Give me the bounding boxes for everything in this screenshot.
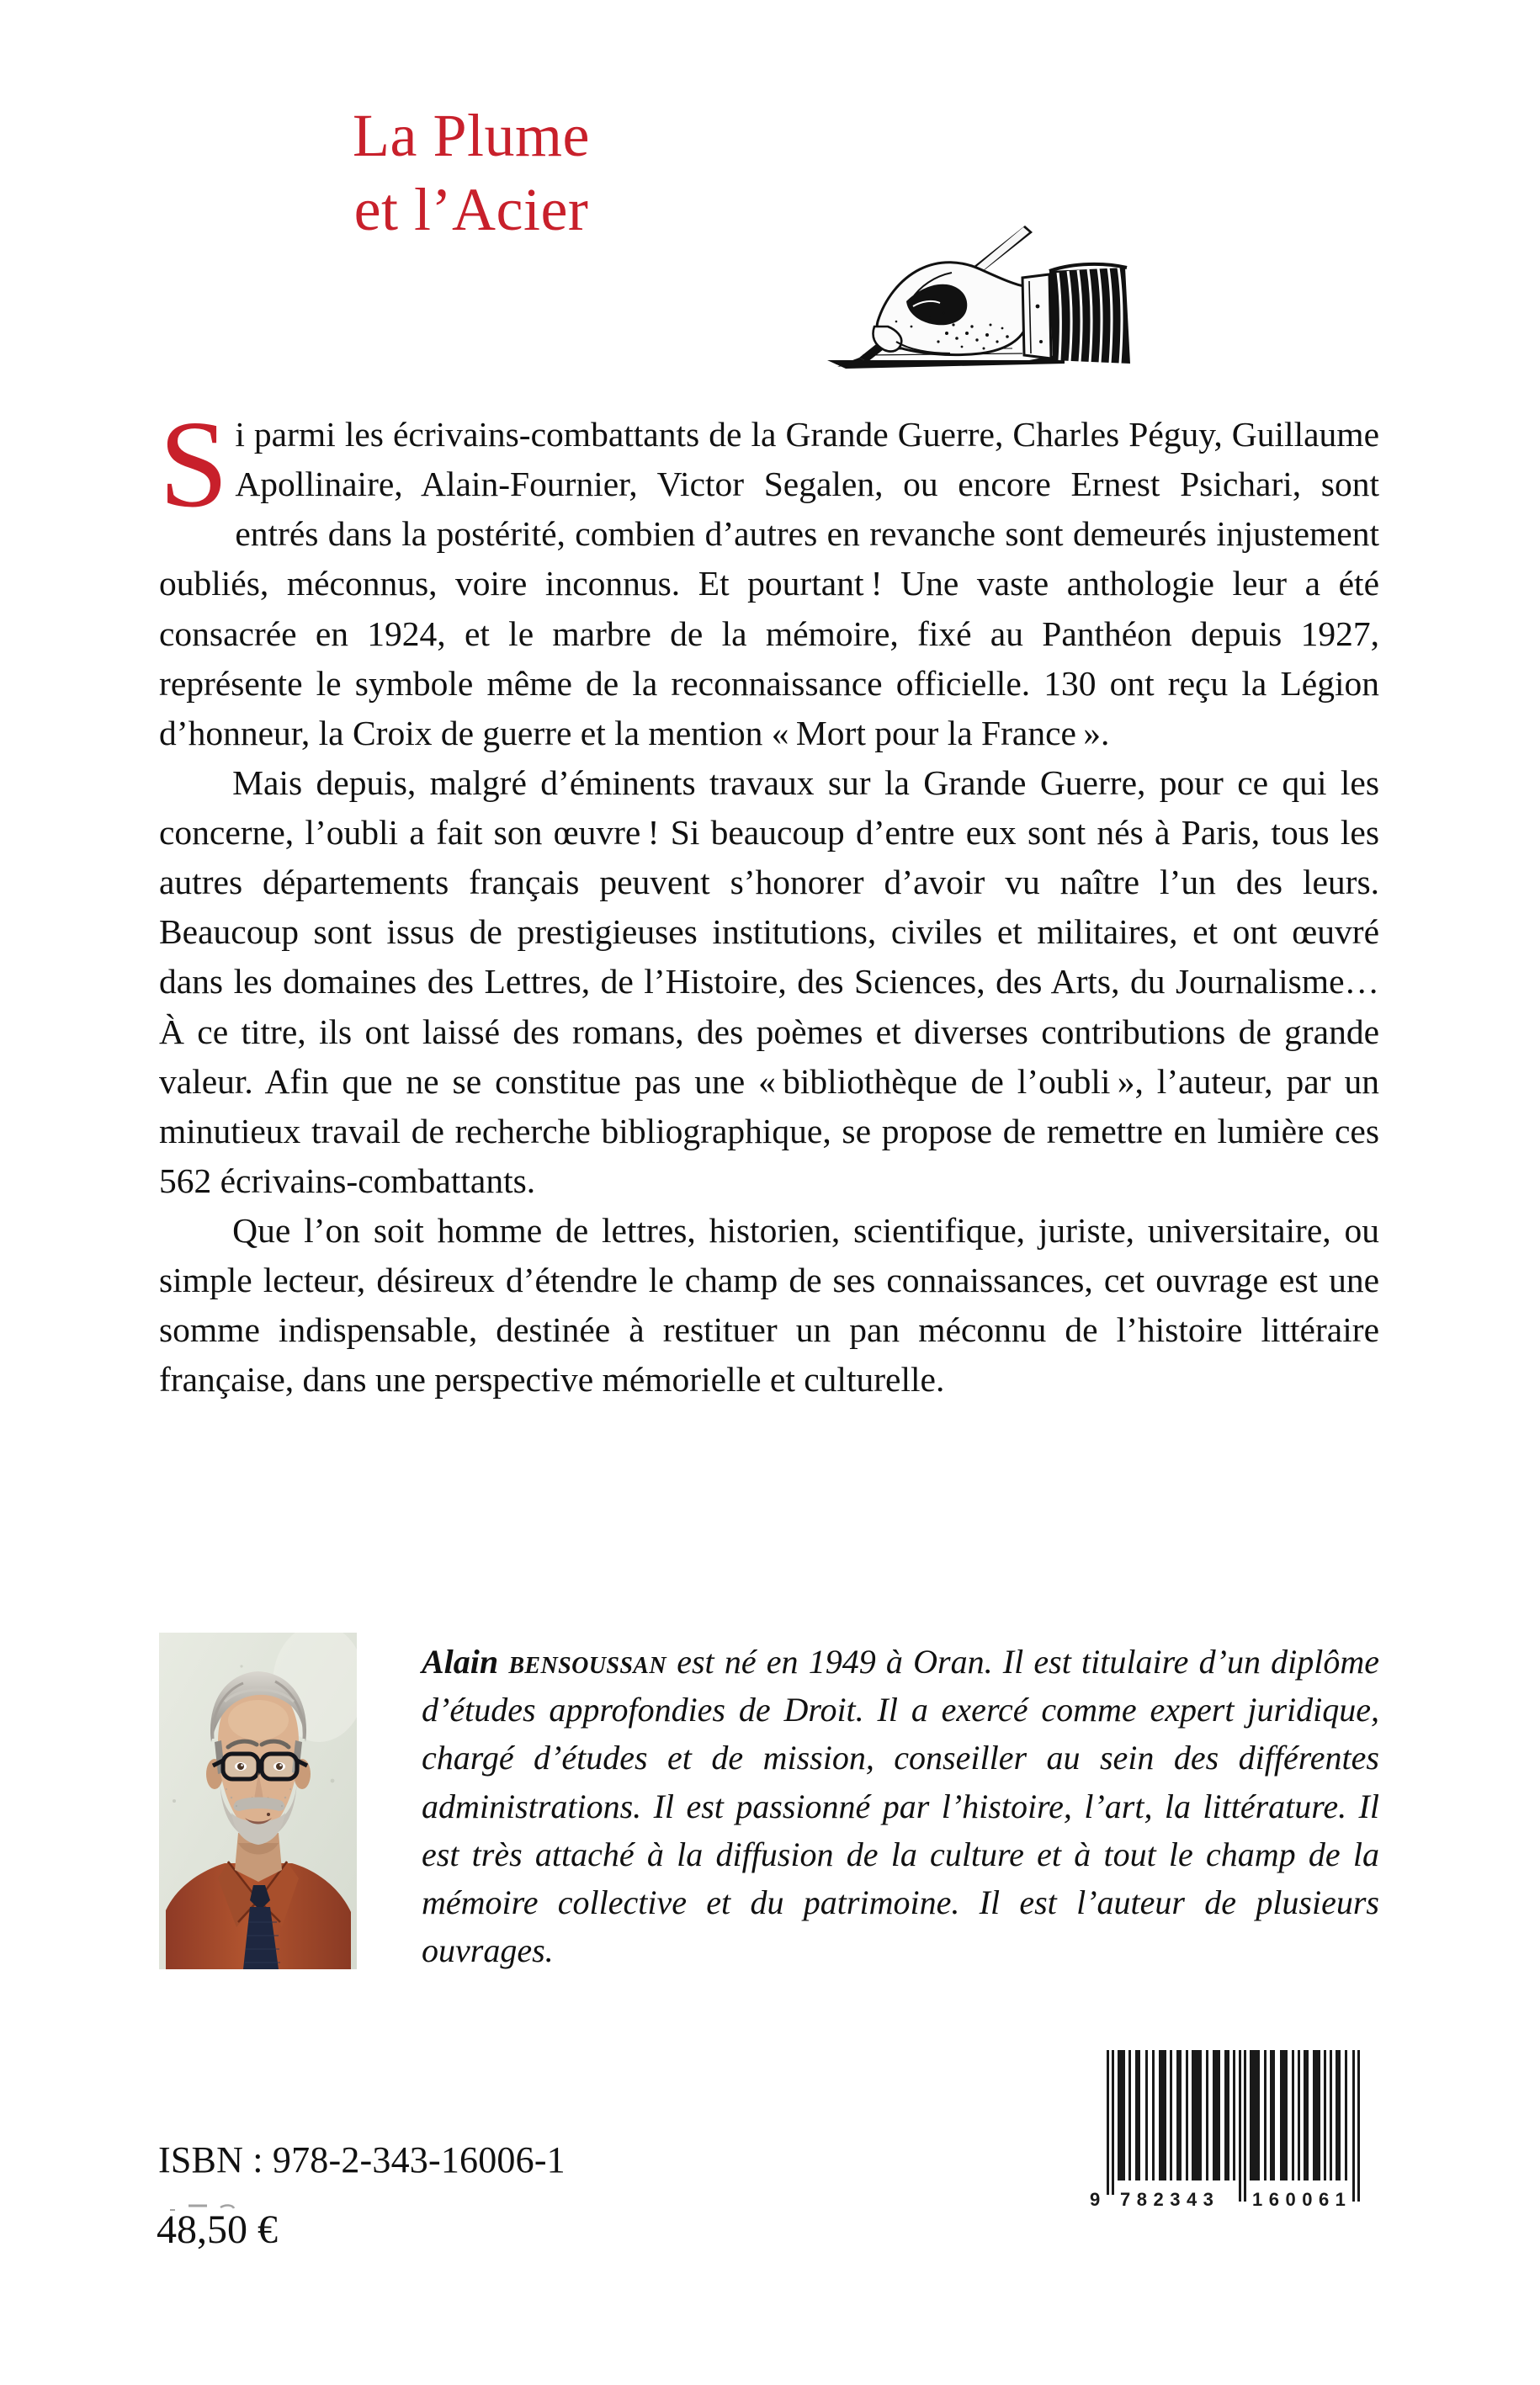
book-title: [202, 99, 741, 247]
isbn-text: ISBN : 978-2-343-16006-1: [158, 2139, 566, 2180]
price-text: 48,50 €: [157, 2207, 278, 2252]
author-portrait-photo: [159, 1633, 357, 1969]
svg-text:782343: 782343: [1120, 2189, 1220, 2210]
blurb-paragraph-1-text: i parmi les écrivains-combattants de la Grande Guerre, Charles Péguy, Guillaume Apollinaire, Alain-Fournier, Victor Segalen, ou encore Ernest Psichari, sont entrés dans la postérité, combien d’autres en revanche sont demeurés injustement oubliés, méconnus, voire inconnus. Et pourtant ! Une vaste anthologie leur a été consacrée en 1924, et le marbre de la mémoire, fixé au Panthéon depuis 1927, représente le symbole même de la reconnaissance officielle. 130 ont reçu la Légion d’honneur, la Croix de guerre et la mention « Mort pour la France ».: [159, 415, 1379, 752]
blurb-paragraph-1: [159, 396, 1379, 758]
book-title-line-2: et l’Acier: [353, 175, 589, 243]
title-block: [0, 99, 1540, 284]
hand-writing-with-pen-icon: [812, 219, 1140, 387]
svg-text:160061: 160061: [1252, 2189, 1352, 2210]
back-cover-blurb: [159, 396, 1379, 1405]
ean13-barcode: [1080, 2043, 1370, 2212]
drop-cap-letter: S: [159, 396, 229, 534]
book-title-line-1: La Plume: [353, 102, 590, 169]
author-last-name: bensoussan: [508, 1643, 666, 1681]
svg-text:9: 9: [1090, 2189, 1101, 2210]
author-section: [159, 1633, 1379, 1986]
blurb-paragraph-2: Mais depuis, malgré d’éminents travaux sur la Grande Guerre, pour ce qui les concerne, l’oubli a fait son œuvre ! Si beaucoup d’entre eux sont nés à Paris, tous les autres départements français peuvent s’honorer d’avoir vu naître l’un des leurs. Beaucoup sont issus de prestigieuses institutions, civiles et militaires, et ont œuvré dans les domaines des Lettres, de l’Histoire, des Sciences, des Arts, du Journalisme… À ce titre, ils ont laissé des romans, des poèmes et diverses contributions de grande valeur. Afin que ne se constitue pas une « bibliothèque de l’oubli », l’auteur, par un minutieux travail de recherche bibliographique, se propose de remettre en lumière ces 562 écrivains-combattants.: [159, 762, 1379, 1200]
author-biography: [422, 1638, 1379, 1974]
blurb-paragraph-3: Que l’on soit homme de lettres, historien, scientifique, juriste, universitaire, ou simple lecteur, désireux d’étendre le champ de ses connaissances, cet ouvrage est une somme indispensable, destinée à restituer un pan méconnu de l’histoire littéraire française, dans une perspective mémorielle et culturelle.: [159, 1211, 1379, 1400]
author-bio-text: est né en 1949 à Oran. Il est titulaire d’un diplôme d’études approfondies de Droit. Il a exercé comme expert juridique, chargé d’études et de mission, conseiller au sein des différentes administrations. Il est passionné par l’histoire, l’art, la littérature. Il est très attaché à la diffusion de la culture et à tout le champ de la mémoire collective et du patrimoine. Il est l’auteur de plusieurs ouvrages.: [422, 1643, 1379, 1970]
author-first-name: Alain: [422, 1643, 499, 1681]
